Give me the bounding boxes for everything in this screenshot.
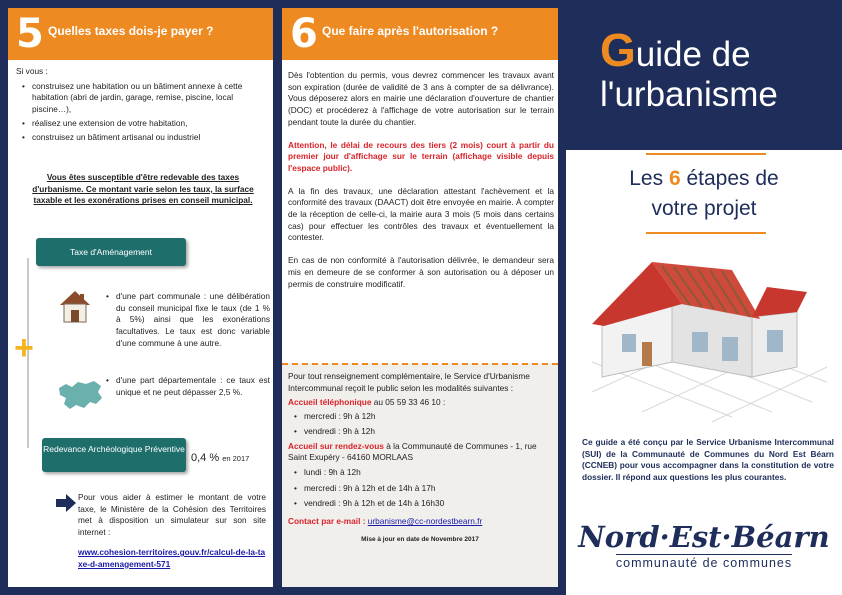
- paragraph-non-conformity: En cas de non conformité à l'autorisation délivrée, le demandeur sera mis en demeure de se conformer à son autorisation ou à déposer un permis de construire modificatif.: [288, 255, 554, 289]
- section-number: 5: [16, 11, 44, 57]
- cover-subtitle: [566, 164, 842, 224]
- cover-description: Ce guide a été conçu par le Service Urbanisme Intercommunal (SUI) de la Communauté de Communes du Nord Est Béarn (CCNEB) pour vous accompagner dans la constitution de votre dossier. Il répond aux questions les plus courantes.: [582, 437, 834, 483]
- phone-text: au 05 59 33 46 10 :: [373, 397, 446, 408]
- departmental-part: • d'une part départementale : ce taux est unique et ne peut dépasser 2,5 %.: [100, 375, 270, 398]
- phone-label: Accueil téléphonique: [288, 397, 372, 408]
- phone-line: [288, 397, 552, 409]
- rdv-label: Accueil sur rendez-vous: [288, 440, 384, 451]
- plus-sign: +: [14, 329, 34, 367]
- phone-hours-item: • mercredi : 9h à 12h: [288, 411, 552, 423]
- subtitle-number: 6: [668, 167, 681, 190]
- subtitle-pre: Les: [629, 167, 664, 190]
- email-label: Contact par e-mail :: [288, 516, 366, 527]
- simulator-link[interactable]: www.cohesion-territoires.gouv.fr/calcul-de-la-taxe-d-amenagement-571: [78, 547, 266, 569]
- house-illustration: [582, 242, 832, 427]
- update-date: Mise à jour en date de Novembre 2017: [361, 535, 479, 543]
- email-line: [288, 516, 552, 528]
- info-intro: Pour tout renseignement complémentaire, le Service d'Urbanisme Intercommunal reçoit le public selon les modalités suivantes :: [288, 371, 530, 393]
- archeo-rate: [191, 452, 249, 464]
- paragraph-start-works: Dès l'obtention du permis, vous devrez commencer les travaux avant son expiration (durée de validité de 3 ans à compter de sa délivrance). Vous déposerez alors en mairie une déclaration d'ouverture de chantier (DOC) et procéderez à l'affichage de votre autorisation sur le terrain pendant toute la durée du chantier.: [288, 70, 554, 127]
- panel-cover: [566, 0, 842, 595]
- contact-box: [282, 363, 558, 587]
- section-title: Que faire après l'autorisation ?: [322, 24, 499, 38]
- bullet-item: • construisez un bâtiment artisanal ou industriel: [16, 132, 268, 144]
- logo: [572, 520, 836, 572]
- warning-paragraph: Attention, le délai de recours des tiers (2 mois) court à partir du premier jour d'affichage sur le terrain (affichage visible depuis l'espace public).: [288, 139, 554, 173]
- rdv-hours-item: • lundi : 9h à 12h: [288, 467, 552, 479]
- archeo-rate-year: en 2017: [222, 454, 250, 463]
- orange-rule-top: [646, 153, 766, 155]
- panel-taxes: [8, 8, 273, 587]
- communal-part: • d'une part communale : une délibération du conseil municipal fixe le taux (de 1 % à 5%) ainsi que les exonérations facultatives. Le taux est donc variable d'une commune à une autre.: [100, 291, 270, 350]
- logo-sub: communauté de communes: [615, 556, 793, 570]
- rdv-hours-item: • mercredi : 9h à 12h et de 14h à 17h: [288, 483, 552, 495]
- rdv-hours-item: • vendredi : 9h à 12h et de 14h à 16h30: [288, 498, 552, 510]
- bullet-item: • construisez une habitation ou un bâtiment annexe à cette habitation (abri de jardin, garage, remise, piscine, local piscine…),: [16, 81, 268, 116]
- section-6-header: [282, 8, 558, 60]
- title-line1: uide de: [635, 35, 751, 74]
- rdv-text: à la Communauté de Communes - 1, rue Saint Exupéry - 64160 MORLAAS: [288, 440, 537, 463]
- subtitle-line2: votre projet: [651, 197, 757, 220]
- title-first-letter: G: [600, 24, 636, 76]
- archeo-rate-value: 0,4 %: [191, 452, 220, 464]
- liable-notice: Vous êtes susceptible d'être redevable des taxes d'urbanisme. Ce montant varie selon les taux, la surface taxable et les exonérations prises en conseil municipal.: [32, 172, 254, 206]
- bullet-item: • réalisez une extension de votre habitation,: [16, 118, 268, 130]
- estimate-text: Pour vous aider à estimer le montant de votre taxe, le Ministère de la Cohésion des Territoires met à disposition un simulateur sur son site internet :: [78, 492, 266, 538]
- section-title: Quelles taxes dois-je payer ?: [48, 24, 214, 38]
- section-5-header: [8, 8, 273, 60]
- cover-title: [600, 24, 778, 115]
- subtitle-post: étapes de: [686, 167, 779, 190]
- orange-rule-bottom: [646, 232, 766, 234]
- taxe-amenagement-box: Taxe d'Aménagement: [36, 238, 186, 266]
- phone-hours-item: • vendredi : 9h à 12h: [288, 426, 552, 438]
- paragraph-end-works: A la fin des travaux, une déclaration attestant l'achèvement et la conformité des travaux (DAACT) doit être envoyée en mairie. À compter de la réception de celle-ci, la mairie aura 3 mois (5 mois dans certains cas) pour effectuer les contrôles des travaux et éventuellement la contester.: [288, 185, 554, 243]
- rdv-line: [288, 441, 552, 464]
- map-icon: [56, 378, 104, 412]
- title-line2: l'urbanisme: [600, 75, 778, 114]
- section-number: 6: [290, 11, 318, 57]
- arrow-right-icon: [56, 494, 76, 512]
- house-icon: [58, 288, 92, 324]
- intro-text: Si vous :: [16, 66, 48, 76]
- logo-main: Nord·Est·Béarn: [578, 520, 830, 554]
- redevance-archeo-box: Redevance Archéologique Préventive: [42, 438, 186, 472]
- email-link[interactable]: urbanisme@cc-nordestbearn.fr: [367, 516, 483, 527]
- panel-after-authorization: [282, 8, 558, 587]
